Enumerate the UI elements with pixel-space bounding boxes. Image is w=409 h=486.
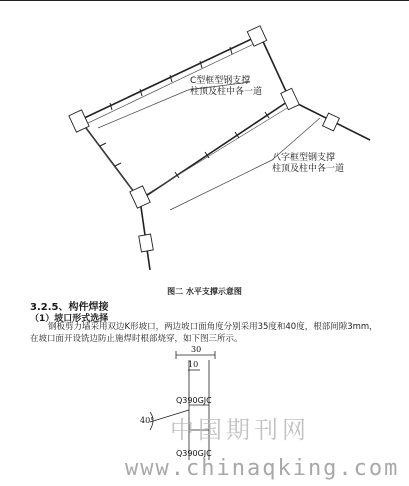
joint-plate — [323, 113, 340, 131]
label-c-brace-line1: C型框型钢支撑 — [190, 76, 251, 86]
joint-plate — [281, 88, 299, 109]
figure-caption: 图二 水平支撑示意图 — [167, 287, 242, 296]
watermark-cn: 中国期刊网 — [170, 416, 310, 444]
label-c-brace — [190, 76, 262, 98]
frame-column-right — [260, 35, 290, 100]
label-v-brace-line1: 八字框型钢支撑 — [272, 153, 336, 163]
joint-plate — [139, 234, 154, 252]
label-c-brace-line2: 柱顶及柱中各一道 — [190, 87, 263, 97]
material-label-top: Q390GJC — [176, 396, 212, 405]
section-paragraph: 钢板剪力墙采用双边K形坡口，两边坡口面角度分别采用35度和40度，根部间隙3mm，在坡口面开设铣边防止施焊时根部烧穿，如下图三所示。 — [30, 322, 378, 344]
leader-v-brace — [170, 160, 272, 210]
label-v-brace-line2: 柱顶及柱中各一道 — [272, 164, 345, 174]
section-subheading: （1）坡口形式选择 — [30, 314, 109, 324]
angle-text: 40° — [140, 416, 155, 425]
label-v-brace — [272, 153, 344, 175]
section-heading: 3.2.5、构件焊接 — [30, 302, 109, 313]
dim-top-text: 30 — [191, 345, 202, 354]
dim-inner-text: 10 — [188, 360, 199, 369]
material-label-bottom: Q390GJC — [176, 449, 212, 458]
watermark-url: www.chinaqking.com — [125, 456, 400, 481]
